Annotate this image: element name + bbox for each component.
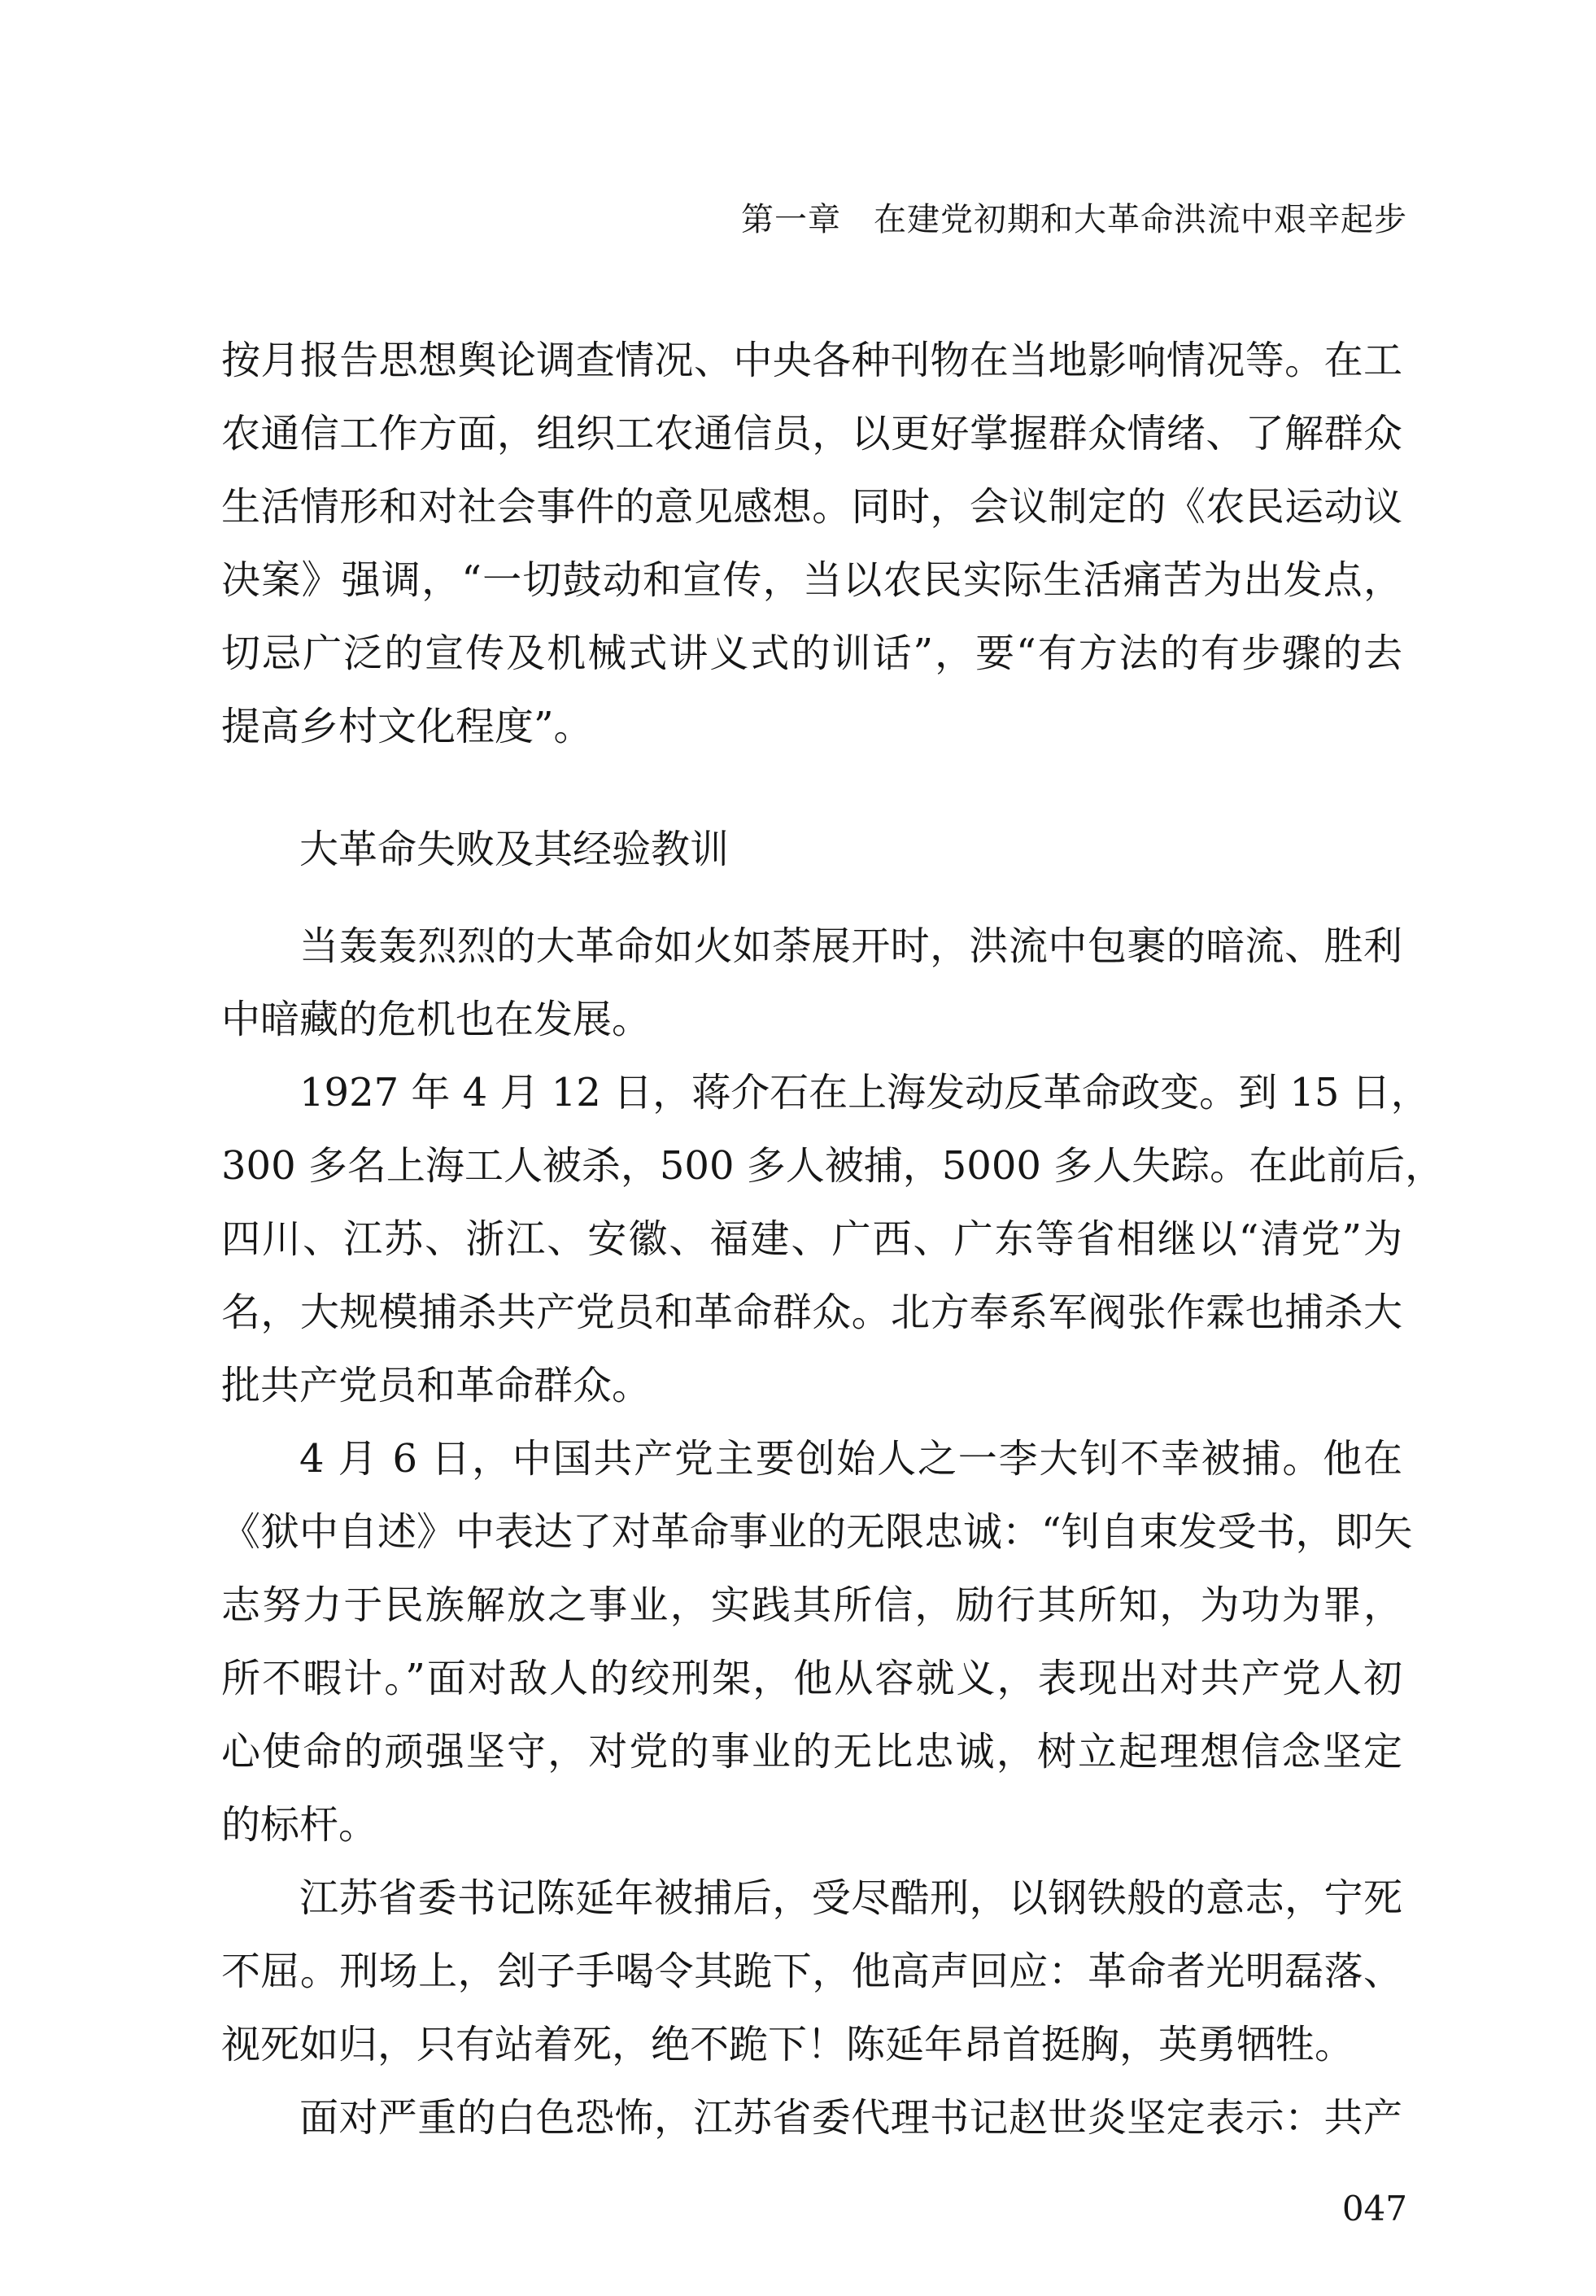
text-line: 四川、江苏、浙江、安徽、福建、广西、广东等省相继以“清党”为 xyxy=(221,1216,1402,1262)
text-line: 江苏省委书记陈延年被捕后，受尽酷刑，以钢铁般的意志，宁死 xyxy=(299,1875,1402,1921)
paragraph-2 xyxy=(221,910,1402,1056)
text-line: 1927 年 4 月 12 日，蒋介石在上海发动反革命政变。到 15 日， xyxy=(299,1070,1430,1115)
text-line: 所不暇计。”面对敌人的绞刑架，他从容就义，表现出对共产党人初 xyxy=(221,1656,1402,1701)
text-line: 中暗藏的危机也在发展。 xyxy=(221,997,652,1042)
paragraph-1 xyxy=(221,324,1402,763)
paragraph-5 xyxy=(221,1862,1402,2081)
text-line: 视死如归，只有站着死，绝不跪下！陈延年昂首挺胸，英勇牺牲。 xyxy=(221,2022,1354,2067)
text-line: 生活情形和对社会事件的意见感想。同时，会议制定的《农民运动议 xyxy=(221,484,1402,530)
text-line: 按月报告思想舆论调查情况、中央各种刊物在当地影响情况等。在工 xyxy=(221,338,1402,383)
text-line: 农通信工作方面，组织工农通信员，以更好掌握群众情绪、了解群众 xyxy=(221,411,1402,456)
text-line: 300 多名上海工人被杀，500 多人被捕，5000 多人失踪。在此前后， xyxy=(221,1143,1445,1189)
text-line: 《狱中自述》中表达了对革命事业的无限忠诚：“钊自束发受书，即矢 xyxy=(221,1509,1413,1555)
running-head-chapter: 第一章 xyxy=(741,201,841,238)
paragraph-3 xyxy=(221,1056,1445,1422)
text-line: 不屈。刑场上，刽子手喝令其跪下，他高声回应：革命者光明磊落、 xyxy=(221,1949,1402,1994)
text-line: 决案》强调，“一切鼓动和宣传，当以农民实际生活痛苦为出发点， xyxy=(221,557,1402,603)
text-line: 心使命的顽强坚守，对党的事业的无比忠诚，树立起理想信念坚定 xyxy=(221,1729,1402,1774)
paragraph-4 xyxy=(221,1422,1413,1862)
text-line: 志努力于民族解放之事业，实践其所信，励行其所知，为功为罪， xyxy=(221,1582,1402,1628)
text-line: 切忌广泛的宣传及机械式讲义式的训话”，要“有方法的有步骤的去 xyxy=(221,631,1402,676)
text-line: 提高乡村文化程度”。 xyxy=(221,704,593,749)
running-head xyxy=(741,194,1407,240)
text-line: 当轰轰烈烈的大革命如火如荼展开时，洪流中包裹的暗流、胜利 xyxy=(299,923,1402,969)
page-number: 047 xyxy=(1341,2189,1407,2228)
paragraph-6 xyxy=(221,2081,1402,2154)
text-line: 4 月 6 日，中国共产党主要创始人之一李大钊不幸被捕。他在 xyxy=(299,1436,1402,1482)
section-heading: 大革命失败及其经验教训 xyxy=(299,827,730,872)
running-head-title: 在建党初期和大革命洪流中艰辛起步 xyxy=(874,201,1407,238)
text-line: 面对严重的白色恐怖，江苏省委代理书记赵世炎坚定表示：共产 xyxy=(299,2095,1402,2141)
text-line: 名，大规模捕杀共产党员和革命群众。北方奉系军阀张作霖也捕杀大 xyxy=(221,1290,1402,1335)
text-line: 的标杆。 xyxy=(221,1802,378,1848)
text-line: 批共产党员和革命群众。 xyxy=(221,1363,652,1408)
body-text xyxy=(221,324,1445,2154)
